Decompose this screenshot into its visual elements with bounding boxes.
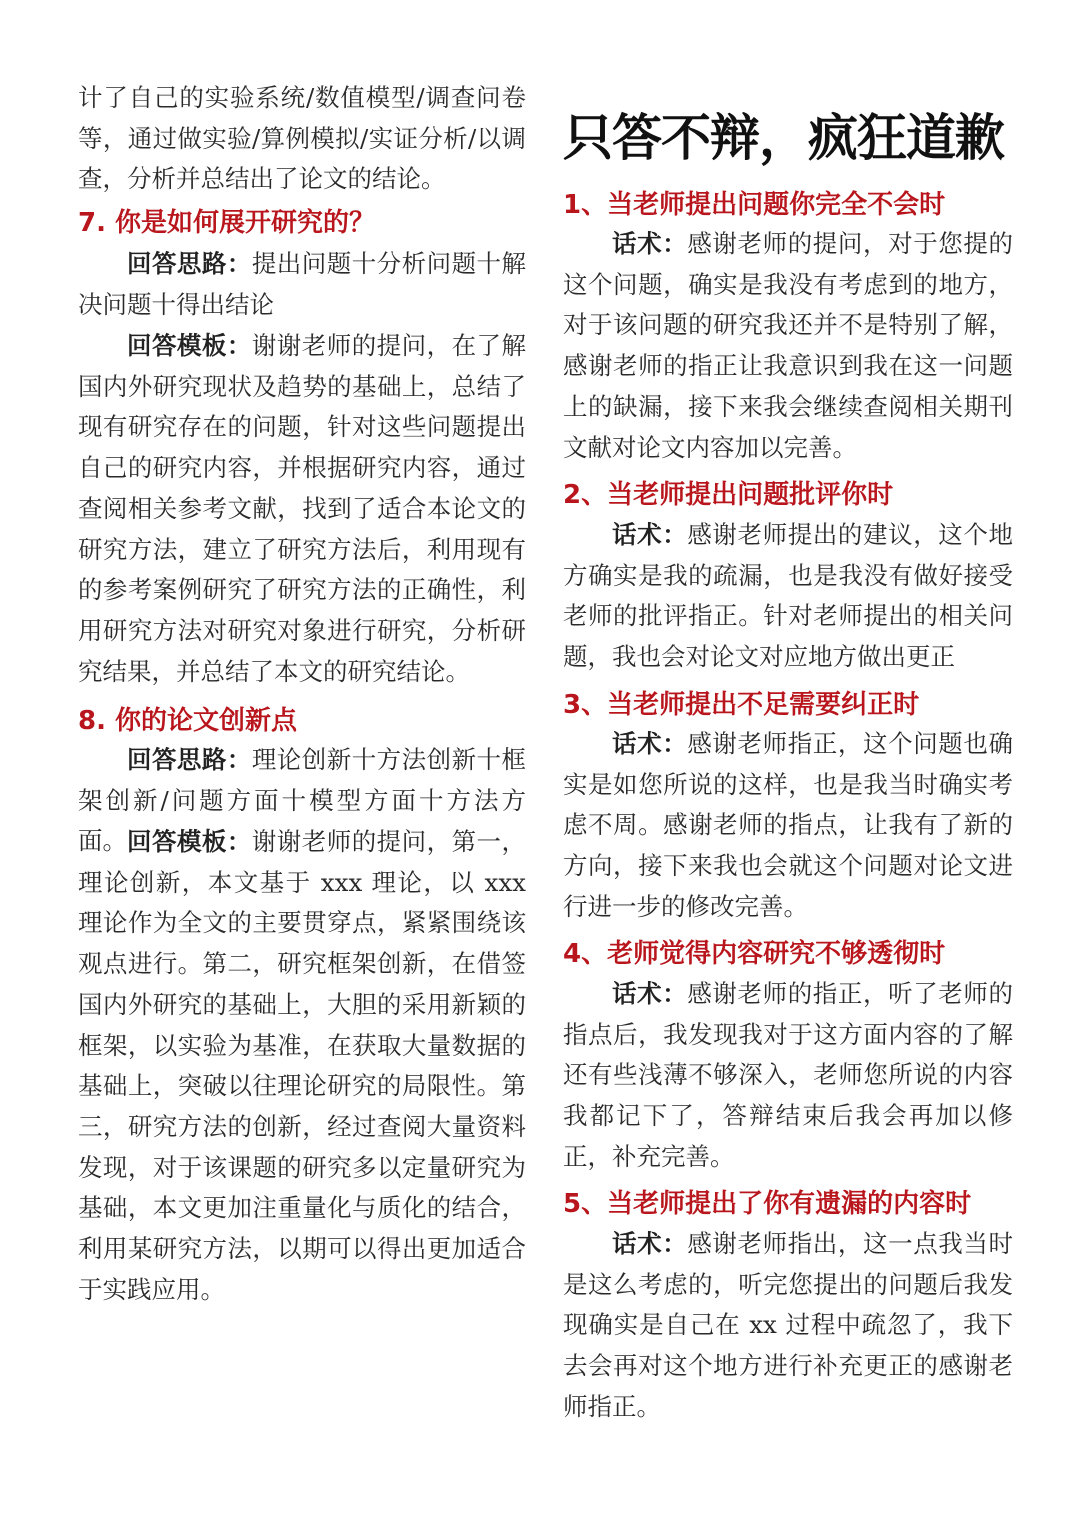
item-1-heading: 1、当老师提出问题你完全不会时 bbox=[563, 190, 946, 220]
q7-template-label: 回答模板： bbox=[127, 331, 252, 360]
q8-approach-label: 回答思路： bbox=[127, 745, 252, 774]
item-2-text: 感谢老师提出的建议，这个地方确实是我的疏漏，也是我没有做好接受老师的批评指正。针对老师提出的相关问题，我也会对论文对应地方做出更正 bbox=[563, 520, 1014, 672]
intro-paragraph: 计了自己的实验系统/数值模型/调查问卷等，通过做实验/算例模拟/实证分析/以调查，分析并总结出了论文的结论。 bbox=[78, 83, 526, 194]
q8-template-text: 谢谢老师的提问，第一，理论创新，本文基于 xxx 理论，以 xxx 理论作为全文的主要贯穿点，紧紧围绕该观点进行。第二，研究框架创新，在借签国内外研究的基础上，大胆的采用新颖的框架，以实验为基准，在获取大量数据的基础上，突破以往理论研究的局限性。第三，研究方法的创新，经过查阅大量资料发现，对于该课题的研究多以定量研究为基础，本文更加注重量化与质化的结合，利用某研究方法，以期可以得出更加适合于实践应用。 bbox=[78, 827, 527, 1304]
item-1-body bbox=[563, 224, 1013, 468]
item-2-body bbox=[563, 515, 1013, 678]
q8-template-label: 回答模板： bbox=[127, 827, 252, 856]
item-3-text: 感谢老师指正，这个问题也确实是如您所说的这样，也是我当时确实考虑不周。感谢老师的指点，让我有了新的方向，接下来我也会就这个问题对论文进行进一步的修改完善。 bbox=[563, 729, 1014, 921]
question-8-heading: 8. 你的论文创新点 bbox=[78, 706, 298, 736]
q7-approach-text: 提出问题十分析问题十解决问题十得出结论 bbox=[78, 249, 527, 319]
item-4-heading: 4、老师觉得内容研究不够透彻时 bbox=[563, 939, 946, 969]
item-5-text: 感谢老师指出，这一点我当时是这么考虑的，听完您提出的问题后我发现确实是自己在 xx 过程中疏忽了，我下去会再对这个地方进行补充更正的感谢老师指正。 bbox=[563, 1229, 1014, 1421]
item-4-label: 话术： bbox=[612, 979, 688, 1008]
item-1-text: 感谢老师的提问，对于您提的这个问题，确实是我没有考虑到的地方，对于该问题的研究我还并不是特别了解，感谢老师的指正让我意识到我在这一问题上的缺漏，接下来我会继续查阅相关期刊文献对论文内容加以完善。 bbox=[563, 229, 1014, 462]
q7-approach-label: 回答思路： bbox=[127, 249, 252, 278]
item-2-heading: 2、当老师提出问题批评你时 bbox=[563, 480, 894, 510]
item-5-label: 话术： bbox=[612, 1229, 688, 1258]
question-7-heading: 7. 你是如何展开研究的？ bbox=[78, 208, 376, 238]
item-5-body bbox=[563, 1224, 1013, 1428]
item-3-label: 话术： bbox=[612, 729, 688, 758]
item-3-body bbox=[563, 724, 1013, 928]
item-4-text: 感谢老师的指正，听了老师的指点后，我发现我对于这方面内容的了解还有些浅薄不够深入，老师您所说的内容我都记下了，答辩结束后我会再加以修正，补充完善。 bbox=[563, 979, 1014, 1171]
q7-template-text: 谢谢老师的提问，在了解国内外研究现状及趋势的基础上，总结了现有研究存在的问题，针对这些问题提出自己的研究内容，并根据研究内容，通过查阅相关参考文献，找到了适合本论文的研究方法，建立了研究方法后，利用现有的参考案例研究了研究方法的正确性，利用研究方法对研究对象进行研究，分析研究结果，并总结了本文的研究结论。 bbox=[78, 331, 527, 686]
item-2-label: 话术： bbox=[612, 520, 688, 549]
item-1-label: 话术： bbox=[612, 229, 688, 258]
q7-approach bbox=[78, 244, 526, 325]
q8-template bbox=[78, 822, 526, 1310]
q8-approach-text: 理论创新十方法创新十框架创新/问题方面十模型方面十方法方面。 bbox=[78, 745, 527, 856]
item-4-body bbox=[563, 974, 1013, 1178]
item-5-heading: 5、当老师提出了你有遗漏的内容时 bbox=[563, 1189, 972, 1219]
item-3-heading: 3、当老师提出不足需要纠正时 bbox=[563, 690, 920, 720]
q7-template bbox=[78, 326, 526, 692]
page-title: 只答不辩，疯狂道歉 bbox=[563, 108, 1004, 167]
